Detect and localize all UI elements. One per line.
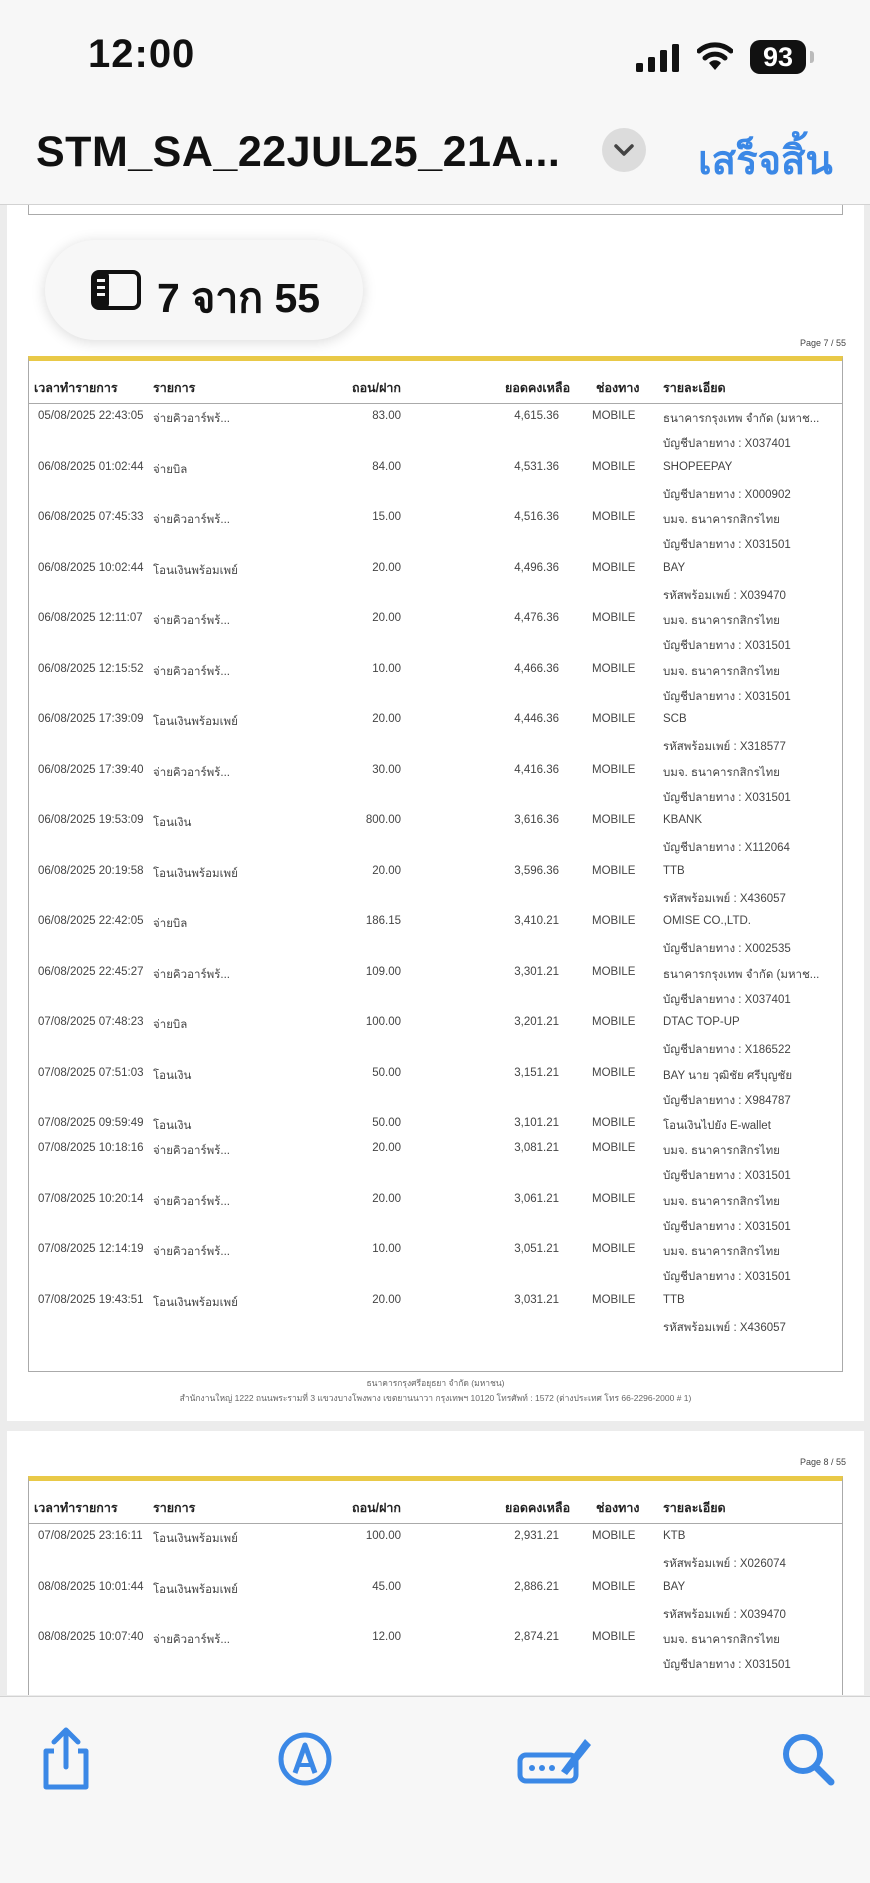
cell-channel: MOBILE xyxy=(592,1530,636,1542)
cell-channel: MOBILE xyxy=(592,1117,636,1129)
cell-detail: SHOPEEPAY xyxy=(663,460,733,473)
cell-item: โอนเงิน xyxy=(153,1069,192,1082)
share-icon xyxy=(38,1727,94,1791)
table-row xyxy=(29,1111,842,1136)
cell-channel: MOBILE xyxy=(592,814,636,826)
cell-balance: 3,101.21 xyxy=(514,1117,559,1129)
table-body xyxy=(29,1524,842,1676)
search-icon xyxy=(780,1731,836,1787)
cell-detail-account: บัญชีปลายทาง : X186522 xyxy=(663,1044,791,1056)
cell-amount: 20.00 xyxy=(372,1293,401,1306)
cell-datetime: 06/08/2025 19:53:09 xyxy=(38,814,144,826)
cell-detail-account: บัญชีปลายทาง : X031501 xyxy=(663,690,791,703)
cell-detail: ธนาคารกรุงเทพ จำกัด (มหาช... xyxy=(663,968,820,981)
table-row xyxy=(29,1237,842,1288)
battery-level: 93 xyxy=(750,40,806,74)
cell-item: จ่ายคิวอาร์พร้... xyxy=(153,1145,230,1157)
cell-channel: MOBILE xyxy=(592,1580,636,1593)
header-balance: ยอดคงเหลือ xyxy=(505,381,571,395)
cell-detail-account: บัญชีปลายทาง : X031501 xyxy=(663,1170,791,1182)
cell-balance: 2,886.21 xyxy=(514,1580,559,1593)
table-row xyxy=(29,1524,842,1575)
cell-item: โอนเงิน xyxy=(153,1120,192,1132)
table-row xyxy=(29,960,842,1011)
cell-balance: 2,931.21 xyxy=(514,1530,559,1542)
status-time: 12:00 xyxy=(88,32,196,76)
cell-item: โอนเงินพร้อมเพย์ xyxy=(153,564,238,577)
cell-detail: บมจ. ธนาคารกสิกรไทย xyxy=(663,1634,780,1646)
cell-balance: 3,051.21 xyxy=(514,1243,559,1255)
table-row xyxy=(29,909,842,960)
cell-detail: BAY นาย วุฒิชัย ศรีบุญชัย xyxy=(663,1069,793,1082)
cell-detail: บมจ. ธนาคารกสิกรไทย xyxy=(663,615,780,627)
pdf-page-7 xyxy=(7,308,864,1421)
cell-datetime: 07/08/2025 12:14:19 xyxy=(38,1243,144,1255)
chevron-down-icon xyxy=(613,143,635,157)
cell-amount: 10.00 xyxy=(372,662,401,675)
cell-channel: MOBILE xyxy=(592,410,636,422)
cell-datetime: 06/08/2025 07:45:33 xyxy=(38,511,144,523)
table-row xyxy=(29,657,842,708)
cell-channel: MOBILE xyxy=(592,1016,636,1028)
cell-detail: บมจ. ธนาคารกสิกรไทย xyxy=(663,1145,780,1157)
cell-detail: บมจ. ธนาคารกสิกรไทย xyxy=(663,665,780,678)
header-datetime: เวลาทำรายการ xyxy=(34,1501,118,1515)
header-item: รายการ xyxy=(153,381,196,395)
cell-amount: 100.00 xyxy=(365,1530,401,1542)
cell-amount: 50.00 xyxy=(372,1117,401,1129)
cell-amount: 15.00 xyxy=(372,511,401,523)
cell-item: จ่ายคิวอาร์พร้... xyxy=(153,615,230,627)
cell-balance: 4,476.36 xyxy=(514,612,559,624)
cell-balance: 3,201.21 xyxy=(514,1016,559,1028)
cell-amount: 20.00 xyxy=(372,561,401,574)
cell-datetime: 07/08/2025 07:48:23 xyxy=(38,1016,144,1028)
cell-detail-account: บัญชีปลายทาง : X984787 xyxy=(663,1094,791,1107)
cell-item: จ่ายบิล xyxy=(153,1019,188,1031)
table-row xyxy=(29,859,842,910)
table-body xyxy=(29,404,842,1338)
cell-detail-account: รหัสพร้อมเพย์ : X436057 xyxy=(663,892,786,905)
bottom-toolbar xyxy=(0,1696,870,1883)
cell-detail: OMISE CO.,LTD. xyxy=(663,915,751,927)
table-row xyxy=(29,606,842,657)
wifi-icon xyxy=(697,40,733,72)
header-detail: รายละเอียด xyxy=(663,381,726,395)
cell-datetime: 06/08/2025 20:19:58 xyxy=(38,864,144,877)
document-title[interactable]: STM_SA_22JUL25_21A... xyxy=(36,128,561,176)
cellular-signal-icon xyxy=(636,44,680,72)
cell-item: จ่ายคิวอาร์พร้... xyxy=(153,1195,230,1208)
cell-balance: 4,531.36 xyxy=(514,460,559,473)
cell-detail-account: บัญชีปลายทาง : X031501 xyxy=(663,1659,791,1671)
cell-datetime: 06/08/2025 01:02:44 xyxy=(38,460,144,473)
cell-item: จ่ายคิวอาร์พร้... xyxy=(153,766,230,779)
cell-item: จ่ายคิวอาร์พร้... xyxy=(153,665,230,678)
cell-channel: MOBILE xyxy=(592,915,636,927)
cell-datetime: 08/08/2025 10:01:44 xyxy=(38,1580,144,1593)
statement-table xyxy=(28,356,843,1372)
battery-icon xyxy=(750,40,814,74)
cell-detail: SCB xyxy=(663,713,687,725)
cell-balance: 3,596.36 xyxy=(514,864,559,877)
cell-channel: MOBILE xyxy=(592,561,636,574)
signature-form-icon xyxy=(517,1731,593,1787)
cell-item: จ่ายคิวอาร์พร้... xyxy=(153,968,230,981)
nav-bar xyxy=(0,108,870,205)
cell-item: จ่ายคิวอาร์พร้... xyxy=(153,413,230,425)
cell-datetime: 07/08/2025 09:59:49 xyxy=(38,1117,144,1129)
cell-detail-account: รหัสพร้อมเพย์ : X318577 xyxy=(663,741,786,753)
cell-amount: 20.00 xyxy=(372,1142,401,1154)
header-amount: ถอน/ฝาก xyxy=(352,1501,402,1515)
cell-item: โอนเงินพร้อมเพย์ xyxy=(153,867,238,880)
cell-detail-account: บัญชีปลายทาง : X031501 xyxy=(663,1220,791,1233)
cell-detail: บมจ. ธนาคารกสิกรไทย xyxy=(663,1246,780,1258)
cell-datetime: 06/08/2025 17:39:40 xyxy=(38,763,144,776)
cell-detail: DTAC TOP-UP xyxy=(663,1016,740,1028)
cell-datetime: 07/08/2025 10:18:16 xyxy=(38,1142,144,1154)
fill-sign-button[interactable] xyxy=(517,1727,593,1791)
cell-amount: 84.00 xyxy=(372,460,401,473)
page-indicator[interactable] xyxy=(45,240,363,340)
cell-datetime: 07/08/2025 10:20:14 xyxy=(38,1192,144,1205)
cell-channel: MOBILE xyxy=(592,1243,636,1255)
cell-channel: MOBILE xyxy=(592,965,636,978)
cell-balance: 3,301.21 xyxy=(514,965,559,978)
cell-item: โอนเงินพร้อมเพย์ xyxy=(153,1583,238,1596)
cell-channel: MOBILE xyxy=(592,1066,636,1079)
cell-datetime: 07/08/2025 23:16:11 xyxy=(38,1530,143,1542)
cell-channel: MOBILE xyxy=(592,1142,636,1154)
header-datetime: เวลาทำรายการ xyxy=(34,381,118,395)
cell-item: จ่ายคิวอาร์พร้... xyxy=(153,1634,230,1646)
cell-channel: MOBILE xyxy=(592,1293,636,1306)
cell-detail: ธนาคารกรุงเทพ จำกัด (มหาช... xyxy=(663,413,820,425)
cell-detail: TTB xyxy=(663,864,685,877)
cell-amount: 186.15 xyxy=(365,915,401,927)
table-row xyxy=(29,505,842,556)
cell-datetime: 06/08/2025 12:15:52 xyxy=(38,662,144,675)
table-row xyxy=(29,455,842,506)
cell-detail-account: รหัสพร้อมเพย์ : X026074 xyxy=(663,1558,786,1570)
cell-datetime: 07/08/2025 07:51:03 xyxy=(38,1066,144,1079)
cell-item: จ่ายบิล xyxy=(153,918,188,930)
cell-datetime: 06/08/2025 22:42:05 xyxy=(38,915,144,927)
page-number: Page 7 / 55 xyxy=(799,338,846,348)
table-row xyxy=(29,1575,842,1626)
table-row xyxy=(29,1187,842,1238)
cell-amount: 10.00 xyxy=(372,1243,401,1255)
cell-detail: TTB xyxy=(663,1293,685,1306)
cell-balance: 2,874.21 xyxy=(514,1631,559,1643)
cell-datetime: 07/08/2025 19:43:51 xyxy=(38,1293,144,1306)
done-button[interactable]: เสร็จสิ้น xyxy=(698,139,833,183)
cell-detail-account: รหัสพร้อมเพย์ : X039470 xyxy=(663,1608,786,1621)
cell-channel: MOBILE xyxy=(592,1631,636,1643)
search-button[interactable] xyxy=(776,1727,840,1791)
statement-table xyxy=(28,1476,843,1695)
cell-balance: 3,081.21 xyxy=(514,1142,559,1154)
cell-item: โอนเงินพร้อมเพย์ xyxy=(153,1296,238,1309)
title-menu-button[interactable] xyxy=(602,128,646,172)
cell-detail: BAY xyxy=(663,561,686,574)
cell-item: จ่ายคิวอาร์พร้... xyxy=(153,1246,230,1258)
table-row xyxy=(29,1288,842,1339)
cell-detail: โอนเงินไปยัง E-wallet xyxy=(663,1120,771,1132)
table-row xyxy=(29,1061,842,1112)
cell-amount: 20.00 xyxy=(372,612,401,624)
cell-datetime: 06/08/2025 12:11:07 xyxy=(38,612,143,624)
cell-balance: 4,416.36 xyxy=(514,763,559,776)
cell-amount: 100.00 xyxy=(365,1016,401,1028)
cell-balance: 4,615.36 xyxy=(514,410,559,422)
share-button[interactable] xyxy=(34,1727,98,1791)
cell-detail-account: บัญชีปลายทาง : X037401 xyxy=(663,993,791,1006)
cell-balance: 4,466.36 xyxy=(514,662,559,675)
cell-detail: บมจ. ธนาคารกสิกรไทย xyxy=(663,514,780,526)
cell-detail-account: รหัสพร้อมเพย์ : X039470 xyxy=(663,589,786,602)
table-row xyxy=(29,1136,842,1187)
header-amount: ถอน/ฝาก xyxy=(352,381,402,395)
status-bar xyxy=(0,0,870,108)
header-balance: ยอดคงเหลือ xyxy=(505,1501,571,1515)
cell-item: จ่ายคิวอาร์พร้... xyxy=(153,514,230,526)
cell-amount: 109.00 xyxy=(365,965,401,978)
cell-datetime: 06/08/2025 22:45:27 xyxy=(38,965,144,978)
table-row xyxy=(29,707,842,758)
cell-detail-account: บัญชีปลายทาง : X031501 xyxy=(663,1271,791,1283)
header-detail: รายละเอียด xyxy=(663,1501,726,1515)
cell-detail: BAY xyxy=(663,1580,686,1593)
cell-balance: 3,151.21 xyxy=(514,1066,559,1079)
pdf-viewer[interactable] xyxy=(0,205,870,1695)
header-channel: ช่องทาง xyxy=(596,1501,640,1515)
cell-detail: บมจ. ธนาคารกสิกรไทย xyxy=(663,1195,780,1208)
cell-item: โอนเงินพร้อมเพย์ xyxy=(153,1533,238,1545)
footer-bank-name: ธนาคารกรุงศรีอยุธยา จำกัด (มหาชน) xyxy=(366,1378,505,1388)
cell-detail-account: บัญชีปลายทาง : X000902 xyxy=(663,488,791,501)
cell-balance: 3,616.36 xyxy=(514,814,559,826)
cell-item: จ่ายบิล xyxy=(153,463,188,476)
table-row xyxy=(29,404,842,455)
cell-datetime: 05/08/2025 22:43:05 xyxy=(38,410,144,422)
cell-item: โอนเงิน xyxy=(153,817,192,829)
page-indicator-label: 7 จาก 55 xyxy=(157,275,321,321)
cell-channel: MOBILE xyxy=(592,763,636,776)
cell-amount: 12.00 xyxy=(372,1631,401,1643)
cell-channel: MOBILE xyxy=(592,511,636,523)
cell-datetime: 08/08/2025 10:07:40 xyxy=(38,1631,144,1643)
table-row xyxy=(29,1010,842,1061)
cell-channel: MOBILE xyxy=(592,662,636,675)
pdf-page-8 xyxy=(7,1431,864,1695)
cell-datetime: 06/08/2025 10:02:44 xyxy=(38,561,144,574)
cell-balance: 3,031.21 xyxy=(514,1293,559,1306)
table-row xyxy=(29,758,842,809)
header-item: รายการ xyxy=(153,1501,196,1515)
markup-pen-icon xyxy=(277,1731,333,1787)
cell-amount: 800.00 xyxy=(365,814,401,826)
table-header xyxy=(29,1481,842,1524)
cell-amount: 45.00 xyxy=(372,1580,401,1593)
page-number: Page 8 / 55 xyxy=(799,1457,846,1467)
cell-channel: MOBILE xyxy=(592,612,636,624)
cell-amount: 50.00 xyxy=(372,1066,401,1079)
cell-channel: MOBILE xyxy=(592,1192,636,1205)
cell-detail-account: รหัสพร้อมเพย์ : X436057 xyxy=(663,1321,786,1334)
cell-datetime: 06/08/2025 17:39:09 xyxy=(38,713,144,725)
cell-amount: 20.00 xyxy=(372,864,401,877)
cell-detail: บมจ. ธนาคารกสิกรไทย xyxy=(663,766,780,779)
cell-detail-account: บัญชีปลายทาง : X037401 xyxy=(663,438,791,450)
cell-channel: MOBILE xyxy=(592,864,636,877)
cell-amount: 20.00 xyxy=(372,1192,401,1205)
cell-detail: KBANK xyxy=(663,814,702,826)
sidebar-thumbnails-icon xyxy=(91,270,141,310)
cell-balance: 4,496.36 xyxy=(514,561,559,574)
cell-detail-account: บัญชีปลายทาง : X112064 xyxy=(663,842,790,854)
cell-detail-account: บัญชีปลายทาง : X031501 xyxy=(663,791,791,804)
cell-amount: 83.00 xyxy=(372,410,401,422)
table-row xyxy=(29,808,842,859)
cell-detail-account: บัญชีปลายทาง : X031501 xyxy=(663,539,791,551)
cell-amount: 30.00 xyxy=(372,763,401,776)
cell-channel: MOBILE xyxy=(592,460,636,473)
cell-balance: 3,061.21 xyxy=(514,1192,559,1205)
cell-detail-account: บัญชีปลายทาง : X031501 xyxy=(663,640,791,652)
cell-balance: 4,446.36 xyxy=(514,713,559,725)
cell-balance: 3,410.21 xyxy=(514,915,559,927)
table-header xyxy=(29,361,842,404)
cell-amount: 20.00 xyxy=(372,713,401,725)
table-row xyxy=(29,556,842,607)
table-row xyxy=(29,1625,842,1676)
cell-detail: KTB xyxy=(663,1530,686,1542)
markup-button[interactable] xyxy=(273,1727,337,1791)
cell-balance: 4,516.36 xyxy=(514,511,559,523)
cell-item: โอนเงินพร้อมเพย์ xyxy=(153,716,238,728)
cell-channel: MOBILE xyxy=(592,713,636,725)
cell-detail-account: บัญชีปลายทาง : X002535 xyxy=(663,943,791,955)
table-bottom-edge xyxy=(28,205,843,215)
header-channel: ช่องทาง xyxy=(596,381,640,395)
footer-address: สำนักงานใหญ่ 1222 ถนนพระรามที่ 3 แขวงบางโพงพาง เขตยานนาวา กรุงเทพฯ 10120 โทรศัพท์ : 1572 (ต่างประเทศ โทร 66-2296-2000 # 1) xyxy=(179,1393,692,1403)
